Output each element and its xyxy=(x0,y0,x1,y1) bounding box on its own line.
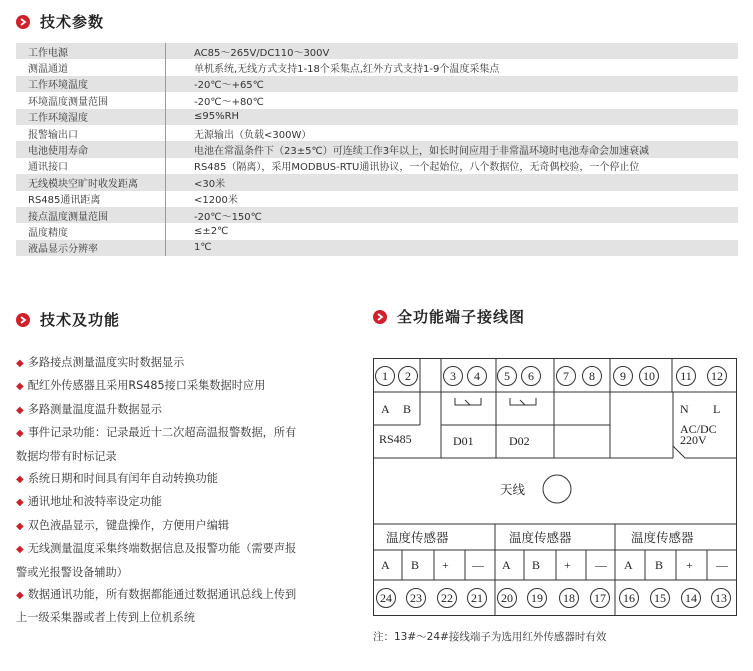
spec-row xyxy=(16,76,738,92)
chevron-right-icon xyxy=(16,313,30,327)
power-label: AC/DC 220V xyxy=(680,422,717,447)
pin-label: + xyxy=(442,558,449,572)
spec-key: RS485通讯距离 xyxy=(16,191,166,207)
features-title-text: 技术及功能 xyxy=(40,311,121,329)
spec-row xyxy=(16,92,738,108)
spec-table xyxy=(16,43,738,256)
spec-row xyxy=(16,223,738,239)
diamond-bullet-icon: ◆ xyxy=(16,590,24,602)
diamond-bullet-icon: ◆ xyxy=(16,520,24,532)
bottom-terminal: 15 xyxy=(650,588,670,608)
antenna-label: 天线 xyxy=(500,482,526,497)
pin-label: B xyxy=(655,558,664,572)
feature-text: 数据通讯功能，所有数据都能通过数据通讯总线上传到 xyxy=(27,588,297,602)
spec-row xyxy=(16,158,738,174)
feature-list xyxy=(16,352,361,630)
spec-value: -20℃～+65℃ xyxy=(194,80,264,92)
feature-item xyxy=(16,515,361,538)
spec-value: -20℃～150℃ xyxy=(194,211,262,223)
spec-value: 电池在常温条件下（23±5℃）可连续工作3年以上，如长时间应用于非常温环境时电池寿命会加速衰减 xyxy=(194,146,650,158)
pin-label: + xyxy=(564,558,571,572)
top-terminal: 4 xyxy=(467,366,487,386)
bottom-terminal: 18 xyxy=(559,588,579,608)
spec-key: 电池使用寿命 xyxy=(16,141,166,157)
terminal-label-n: N xyxy=(680,402,689,416)
spec-key: 液晶显示分辨率 xyxy=(16,240,166,256)
sensor-group-label: 温度传感器 xyxy=(509,530,572,545)
spec-key: 工作环境湿度 xyxy=(16,109,166,125)
feature-text: 无线测量温度采集终端数据信息及报警功能（需要声报 xyxy=(27,542,297,556)
wiring-diagram xyxy=(373,358,737,616)
top-terminal: 10 xyxy=(639,366,659,386)
spec-key: 通讯接口 xyxy=(16,158,166,174)
spec-key: 报警输出口 xyxy=(16,125,166,141)
feature-text: 通讯地址和波特率设定功能 xyxy=(27,495,162,509)
spec-value: 1℃ xyxy=(194,242,212,254)
feature-text: 上一级采集器或者上传到上位机系统 xyxy=(16,611,196,625)
feature-item xyxy=(16,446,361,468)
feature-text: 警或光报警设备辅助） xyxy=(16,565,128,579)
bottom-terminal: 17 xyxy=(590,588,610,608)
bottom-terminal: 16 xyxy=(619,588,639,608)
spec-value: RS485（隔离），采用MODBUS-RTU通讯协议，一个起始位，八个数据位，无奇偶校验，一个停止位 xyxy=(194,162,640,174)
wiring-note: 注：13#～24#接线端子为选用红外传感器时有效 xyxy=(373,631,607,643)
top-terminal: 11 xyxy=(676,366,696,386)
pin-label: B xyxy=(532,558,541,572)
bottom-terminal: 20 xyxy=(497,588,517,608)
top-terminal: 7 xyxy=(556,366,576,386)
spec-key: 无线模块空旷时收发距离 xyxy=(16,174,166,190)
feature-item xyxy=(16,375,361,398)
specs-title-text: 技术参数 xyxy=(40,13,105,31)
feature-item xyxy=(16,399,361,422)
feature-item xyxy=(16,538,361,561)
sensor-group-label: 温度传感器 xyxy=(631,530,694,545)
spec-row xyxy=(16,141,738,157)
bottom-terminal: 14 xyxy=(681,588,701,608)
feature-text: 配红外传感器且采用RS485接口采集数据时应用 xyxy=(27,379,266,393)
feature-item xyxy=(16,468,361,491)
wiring-lines xyxy=(373,358,737,616)
chevron-right-icon xyxy=(16,15,30,29)
pin-label: — xyxy=(595,558,607,572)
sensor-group-label: 温度传感器 xyxy=(386,530,449,545)
spec-value: AC85～265V/DC110～300V xyxy=(194,47,330,59)
pin-label: — xyxy=(472,558,484,572)
feature-text: 系统日期和时间具有闰年自动转换功能 xyxy=(27,472,218,486)
spec-row xyxy=(16,240,738,256)
spec-key: 环境温度测量范围 xyxy=(16,92,166,108)
feature-item xyxy=(16,562,361,584)
diamond-bullet-icon: ◆ xyxy=(16,358,24,369)
feature-text: 数据均带有时标记录 xyxy=(16,449,117,463)
terminal-label-b: B xyxy=(403,402,412,416)
spec-value: 无源输出（负载<300W） xyxy=(194,129,312,141)
feature-text: 双色液晶显示，键盘操作，方便用户编辑 xyxy=(27,518,230,532)
spec-row xyxy=(16,191,738,207)
spec-value: -20℃～+80℃ xyxy=(194,96,264,108)
terminal-label-l: L xyxy=(713,402,721,416)
bottom-terminal: 21 xyxy=(467,588,487,608)
spec-row xyxy=(16,125,738,141)
chevron-right-icon xyxy=(373,310,387,324)
spec-key: 温度精度 xyxy=(16,223,166,239)
pin-label: B xyxy=(411,558,420,572)
bottom-terminal: 19 xyxy=(527,588,547,608)
pin-label: A xyxy=(624,558,633,572)
do2-label: D02 xyxy=(509,434,530,448)
top-terminal: 3 xyxy=(443,366,463,386)
top-terminal: 9 xyxy=(613,366,633,386)
diamond-bullet-icon: ◆ xyxy=(16,497,24,509)
spec-value: 单机系统,无线方式支持1-18个采集点,红外方式支持1-9个温度采集点 xyxy=(194,64,500,76)
pin-label: — xyxy=(716,558,728,572)
feature-item xyxy=(16,584,361,607)
pin-label: + xyxy=(686,558,693,572)
spec-key: 工作环境温度 xyxy=(16,76,166,92)
spec-value: ≤±2℃ xyxy=(194,225,229,237)
do1-label: D01 xyxy=(453,434,474,448)
wiring-title-text: 全功能端子接线图 xyxy=(397,308,526,326)
spec-key: 工作电源 xyxy=(16,43,166,59)
bottom-terminal: 23 xyxy=(406,588,426,608)
diamond-bullet-icon: ◆ xyxy=(16,404,24,416)
specs-section-title xyxy=(16,11,104,32)
top-terminal: 1 xyxy=(375,366,395,386)
diamond-bullet-icon: ◆ xyxy=(16,474,24,486)
spec-value: ≤95%RH xyxy=(194,111,240,123)
feature-text: 多路测量温度温升数据显示 xyxy=(27,402,162,416)
feature-item xyxy=(16,352,361,375)
feature-text: 多路接点测量温度实时数据显示 xyxy=(27,356,185,369)
feature-text: 事件记录功能：记录最近十二次超高温报警数据，所有 xyxy=(27,426,297,440)
spec-value: <30米 xyxy=(194,178,226,190)
pin-label: A xyxy=(381,558,390,572)
terminal-label-a: A xyxy=(381,402,390,416)
rs485-label: RS485 xyxy=(379,432,412,446)
spec-key: 测温通道 xyxy=(16,59,166,75)
diamond-bullet-icon: ◆ xyxy=(16,381,24,393)
feature-item xyxy=(16,491,361,514)
features-section-title xyxy=(16,309,120,330)
spec-row xyxy=(16,174,738,190)
feature-item xyxy=(16,607,361,629)
top-terminal: 12 xyxy=(707,366,727,386)
feature-item xyxy=(16,422,361,445)
spec-key: 接点温度测量范围 xyxy=(16,207,166,223)
top-terminal: 6 xyxy=(521,366,541,386)
top-terminal: 2 xyxy=(398,366,418,386)
spec-value: <1200米 xyxy=(194,195,238,207)
spec-row xyxy=(16,59,738,75)
bottom-terminal: 24 xyxy=(376,588,396,608)
pin-label: A xyxy=(502,558,511,572)
diamond-bullet-icon: ◆ xyxy=(16,544,24,556)
spec-row xyxy=(16,207,738,223)
top-terminal: 8 xyxy=(582,366,602,386)
bottom-terminal: 22 xyxy=(437,588,457,608)
bottom-terminal: 13 xyxy=(711,588,731,608)
wiring-section-title xyxy=(373,306,525,327)
diamond-bullet-icon: ◆ xyxy=(16,428,24,440)
top-terminal: 5 xyxy=(497,366,517,386)
spec-row xyxy=(16,43,738,59)
spec-row xyxy=(16,109,738,125)
